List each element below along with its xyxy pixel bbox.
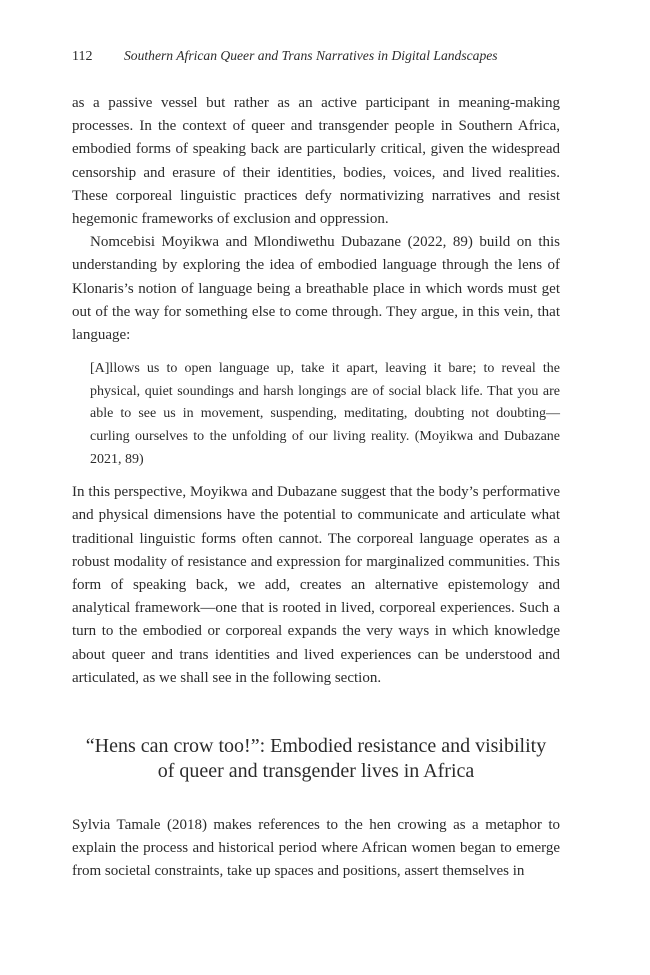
running-title: Southern African Queer and Trans Narratives in Digital Landscapes [124, 48, 498, 63]
body-paragraph-4: Sylvia Tamale (2018) makes references to the hen crowing as a metaphor to explain the process and historical period where African women began to emerge from societal constraints, take up spaces and positions, assert themselves in [72, 817, 560, 880]
block-quote: [A]llows us to open language up, take it apart, leaving it bare; to reveal the physical, quiet soundings and harsh longings are of social black life. That you are able to see us in movement, suspending, meditating, doubting not doubting—curling ourselves to the unfolding of our living reality. (Moyikwa and Dubazane 2021, 89) [90, 361, 560, 467]
section-heading-line-2: of queer and transgender lives in Africa [157, 760, 475, 783]
book-page [72, 46, 560, 884]
page-number: 112 [72, 49, 93, 64]
running-header [72, 46, 560, 67]
section-heading [72, 734, 560, 784]
body-paragraph-3: In this perspective, Moyikwa and Dubazane suggest that the body’s performative and physical dimensions have the potential to communicate and articulate what traditional linguistic forms often cannot. The corporeal language operates as a robust modality of resistance and expression for marginalized communities. This form of speaking back, we add, creates an alternative epistemology and analytical framework—one that is rooted in lived, corporeal experiences. Such a turn to the embodied or corporeal expands the very ways in which knowledge about queer and trans identities and lived experiences can be understood and articulated, as we shall see in the following section. [72, 484, 560, 686]
section-heading-line-1: “Hens can crow too!”: Embodied resistance and visibility [85, 735, 547, 758]
body-paragraph-1: as a passive vessel but rather as an active participant in meaning-making processes. In the context of queer and transgender people in Southern Africa, embodied forms of speaking back are particularly critical, given the widespread censorship and erasure of their identities, bodies, voices, and lived realities. These corporeal linguistic practices defy normativizing narratives and resist hegemonic frameworks of exclusion and oppression. [72, 95, 560, 228]
body-paragraph-2: Nomcebisi Moyikwa and Mlondiwethu Dubazane (2022, 89) build on this understanding by exploring the idea of embodied language through the lens of Klonaris’s notion of language being a breathable place in which words must get out of the way for something else to come through. They argue, in this vein, that language: [72, 234, 560, 344]
